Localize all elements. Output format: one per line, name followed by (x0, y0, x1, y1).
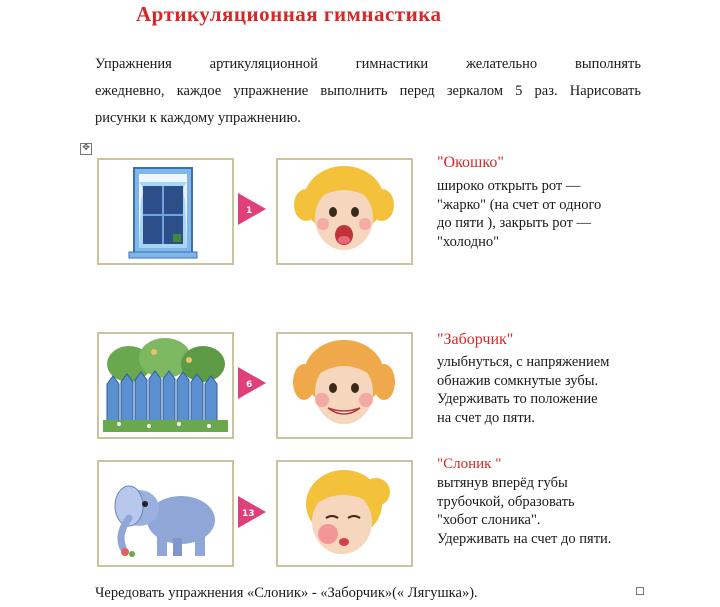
exercise-number: 6 (246, 380, 253, 390)
window-picture (97, 158, 234, 265)
page-corner-mark (636, 587, 644, 595)
arrow-badge-icon (238, 193, 268, 225)
exercise-description: улыбнуться, с напряжением обнажив сомкнутые зубы. Удерживать то положение на счет до пяти. (437, 354, 610, 426)
arrow-badge-icon (238, 496, 268, 528)
exercise-title: "Окошко" (437, 154, 504, 171)
fence-picture (97, 332, 234, 439)
intro-paragraph (95, 51, 641, 132)
girl-open-mouth-picture (276, 158, 413, 265)
exercise-title: "Заборчик" (437, 331, 514, 348)
intro-line: рисунки к каждому упражнению. (95, 110, 301, 126)
move-anchor-icon[interactable]: ✥ (80, 143, 92, 155)
footer-note: Чередовать упражнения «Слоник» - «Заборчик»(« Лягушка»). (95, 585, 478, 601)
arrow-badge-icon (238, 367, 268, 399)
intro-line: ежедневно, каждое упражнение выполнить перед зеркалом 5 раз. Нарисовать (95, 83, 641, 99)
elephant-picture (97, 460, 234, 567)
girl-pout-picture (276, 460, 413, 567)
page-title: Артикуляционная гимнастика (136, 2, 442, 26)
exercise-title: "Слоник " (437, 456, 502, 472)
exercise-number: 1 (246, 206, 253, 216)
exercise-description: широко открыть рот — "жарко" (на счет от одного до пяти ), закрыть рот — "холодно" (437, 178, 602, 250)
exercise-number: 13 (242, 509, 255, 519)
intro-line: Упражнения артикуляционной гимнастики желательно выполнять (95, 56, 641, 72)
exercise-description: вытянув вперёд губы трубочкой, образовать "хобот слоника". Удерживать на счет до пяти. (437, 475, 612, 547)
girl-smile-picture (276, 332, 413, 439)
